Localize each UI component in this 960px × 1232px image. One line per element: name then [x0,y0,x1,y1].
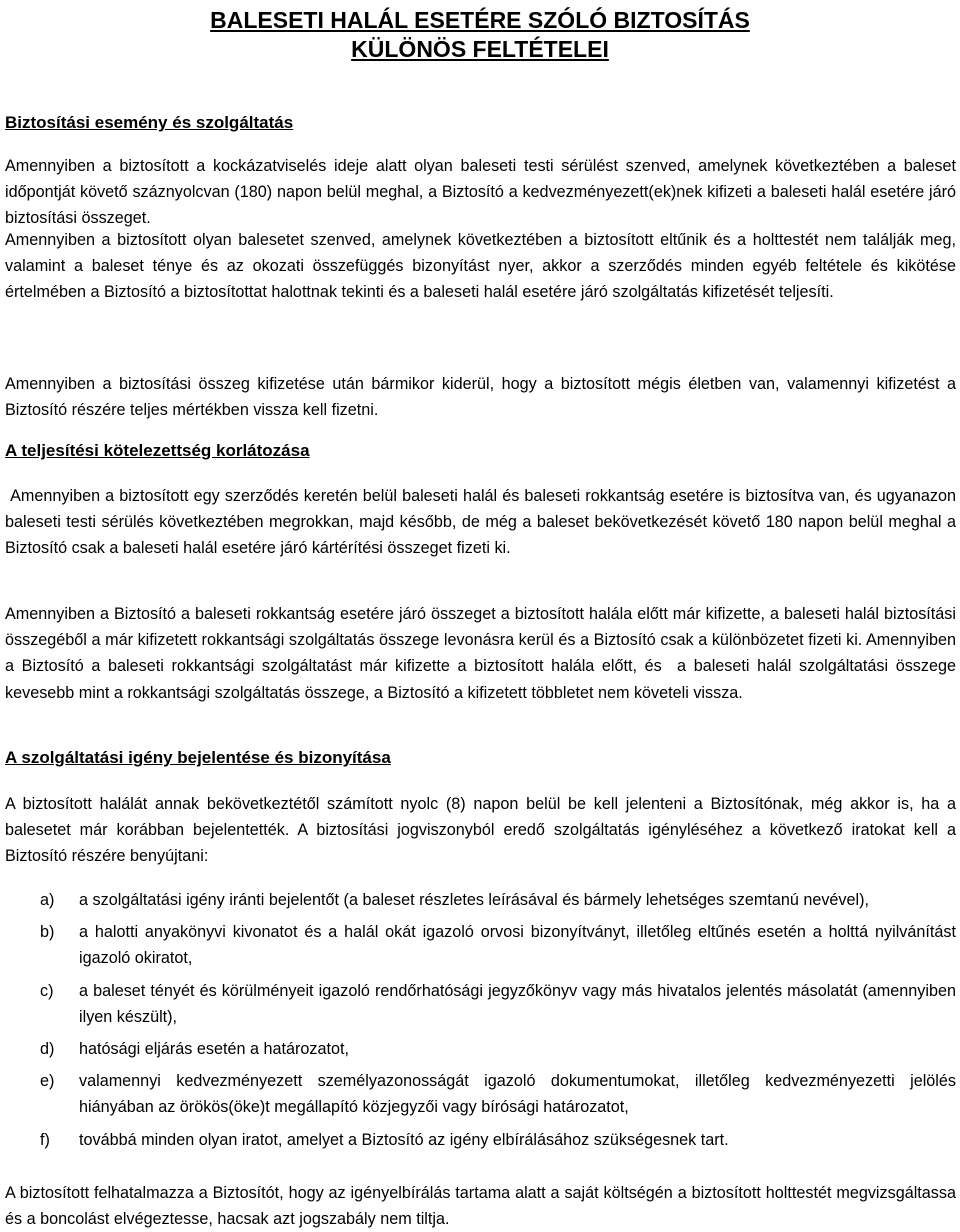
paragraph: Amennyiben a biztosítási összeg kifizetése után bármikor kiderül, hogy a biztosított mégis életben van, valamennyi kifizetést a Biztosító részére teljes mértékben vissza kell fizetni. [5,375,956,420]
list-item [0,919,956,971]
title-line-2: KÜLÖNÖS FELTÉTELEI [351,36,609,62]
list-item [0,1036,956,1062]
list-item [0,1127,956,1153]
list-item-text: továbbá minden olyan iratot, amelyet a Biztosító az igény elbírálásához szükségesnek tart. [79,1130,729,1149]
list-item-text: hatósági eljárás esetén a határozatot, [79,1040,349,1059]
list-item [0,1068,956,1120]
paragraph: Amennyiben a biztosított egy szerződés keretén belül baleseti halál és baleseti rokkantság esetére is biztosítva van, és ugyanazon baleseti testi sérülés következtében megrokkan, majd később, de még a baleset bekövetkezését követő 180 napon belül meghal a Biztosító csak a baleseti halál esetére járó kártérítési összeget fizeti ki. [5,487,956,558]
list-marker: c) [40,981,54,1000]
paragraph: Amennyiben a biztosított a kockázatviselés ideje alatt olyan baleseti testi sérülést szenved, amelynek következtében a baleset időpontját követő száznyolcvan (180) napon belül meghal, a Biztosító a kedvezményezett(ek)nek kifizeti a baleseti halál esetére járó biztosítási összeget. [5,157,956,228]
paragraph: Amennyiben a Biztosító a baleseti rokkantság esetére járó összeget a biztosított halála előtt már kifizette, a baleseti halál biztosítási összegéből a már kifizetett rokkantsági szolgáltatás összege levonásra kerül és a Biztosító csak a különbözetet fizeti ki. Amennyiben a Biztosító a baleseti rokkantsági szolgáltatást már kifizette a biztosított halála előtt, és a baleseti halál szolgáltatási összege kevesebb mint a rokkantsági szolgáltatás összege, a Biztosító a kifizetett többletet nem követeli vissza. [5,605,956,702]
list-item-text: a baleset tényét és körülményeit igazoló rendőrhatósági jegyzőkönyv vagy más hivatalos jelentés másolatát (amennyiben ilyen készült), [79,981,956,1026]
section-heading-obligation-limits: A teljesítési kötelezettség korlátozása [5,441,310,460]
section-heading-claim-notification: A szolgáltatási igény bejelentése és bizonyítása [5,748,391,767]
list-item-text: a szolgáltatási igény iránti bejelentőt (a baleset részletes leírásával és bármely lehetséges szemtanú nevével), [79,891,870,909]
section-heading-insurance-event: Biztosítási esemény és szolgáltatás [5,113,294,132]
document-title [0,6,960,64]
list-item [0,887,956,913]
list-item-text: valamennyi kedvezményezett személyazonosságát igazoló dokumentumokat, illetőleg kedvezményezetti jelölés hiányában az örökös(öke)t megállapító közjegyzői vagy bírósági határozatot, [79,1072,956,1117]
paragraph: A biztosított halálát annak bekövetkeztétől számított nyolc (8) napon belül be kell jelenteni a Biztosítónak, még akkor is, ha a balesetet már korábban bejelentették. A biztosítási jogviszonyból eredő szolgáltatás igényléséhez a következő iratokat kell a Biztosító részére benyújtani: [5,795,956,866]
list-item-text: a halotti anyakönyvi kivonatot és a halál okát igazoló orvosi bizonyítványt, illetőleg eltűnés esetén a holttá nyilvánítást igazoló okiratot, [79,923,956,968]
list-marker: b) [40,923,55,942]
list-marker: e) [40,1072,55,1091]
list-item [0,978,956,1030]
list-marker: f) [40,1130,50,1149]
list-marker: a) [40,891,55,909]
paragraph: Amennyiben a biztosított olyan balesetet szenved, amelynek következtében a biztosított eltűnik és a holttestét nem találják meg, valamint a baleset ténye és az okozati összefüggés bizonyítást nyer, akkor a szerződés minden egyéb feltétele és kikötése értelmében a Biztosító a biztosítottat halottnak tekinti és a baleseti halál esetére járó szolgáltatás kifizetését teljesíti. [5,231,956,302]
title-line-1: BALESETI HALÁL ESETÉRE SZÓLÓ BIZTOSÍTÁS [210,7,750,33]
required-documents-list [0,887,956,1159]
paragraph-closing: A biztosított felhatalmazza a Biztosítót, hogy az igényelbírálás tartama alatt a saját költségén a biztosított holttestét megvizsgáltassa és a boncolást elvégeztesse, hacsak azt jogszabály nem tiltja. [5,1184,956,1229]
list-marker: d) [40,1040,55,1059]
